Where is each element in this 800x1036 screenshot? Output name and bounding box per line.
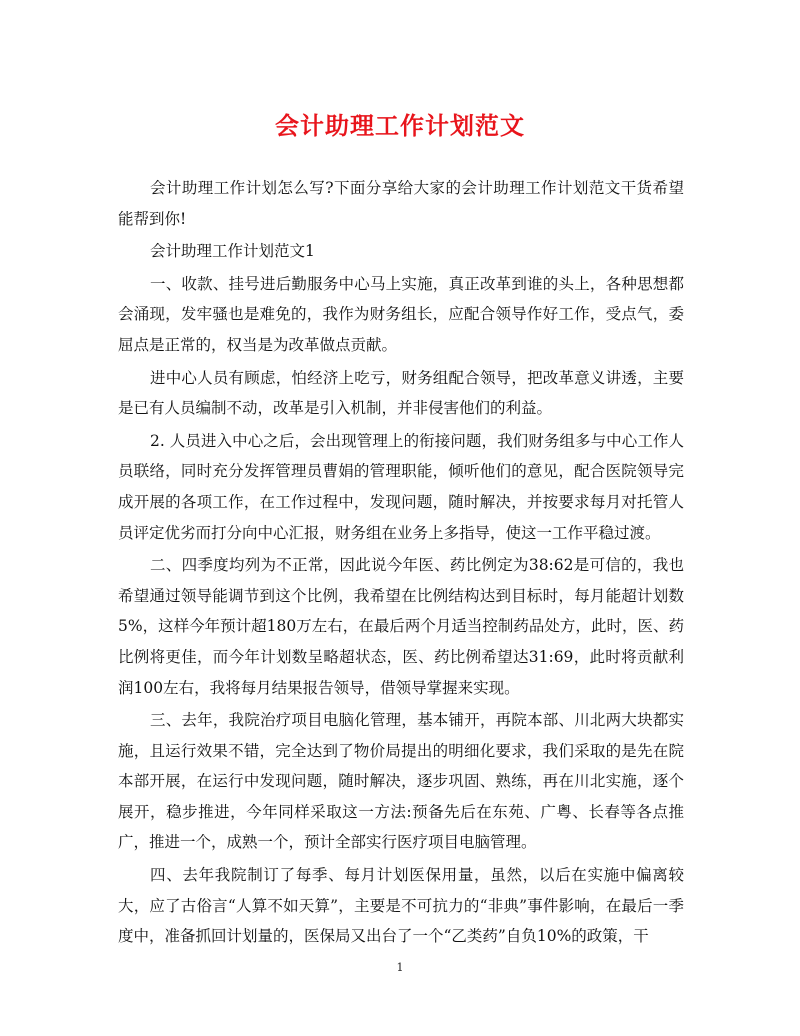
document-title: 会计助理工作计划范文 <box>275 111 525 140</box>
body-paragraph: 进中心人员有顾虑，怕经济上吃亏，财务组配合领导，把改革意义讲透，主要是已有人员编制不动，改革是引入机制，并非侵害他们的利益。 <box>118 368 684 418</box>
document-body <box>118 173 684 954</box>
section-heading: 会计助理工作计划范文1 <box>150 242 315 261</box>
body-paragraph: 二、四季度均列为不正常，因此说今年医、药比例定为38:62是可信的，我也希望通过领导能调节到这个比例，我希望在比例结构达到目标时，每月能超计划数5%，这样今年预计超180万左右，在最后两个月适当控制药品处方，此时，医、药比例将更佳，而今年计划数呈略超状态，医、药比例希望达31:69，此时将贡献利润100左右，我将每月结果报告领导，借领导掌握来实现。 <box>118 556 684 697</box>
body-paragraph: 2. 人员进入中心之后，会出现管理上的衔接问题，我们财务组多与中心工作人员联络，同时充分发挥管理员曹娟的管理职能，倾听他们的意见，配合医院领导完成开展的各项工作，在工作过程中，发现问题，随时解决，并按要求每月对托管人员评定优劣而打分向中心汇报，财务组在业务上多指导，使这一工作平稳过渡。 <box>118 431 684 542</box>
page-number: 1 <box>396 961 404 974</box>
body-paragraph: 一、收款、挂号进后勤服务中心马上实施，真正改革到谁的头上，各种思想都会涌现，发牢骚也是难免的，我作为财务组长，应配合领导作好工作，受点气，委屈点是正常的，权当是为改革做点贡献。 <box>118 274 684 354</box>
intro-paragraph: 会计助理工作计划怎么写?下面分享给大家的会计助理工作计划范文干货希望能帮到你! <box>118 179 684 228</box>
body-paragraph: 四、去年我院制订了每季、每月计划医保用量，虽然，以后在实施中偏离较大，应了古俗言“人算不如天算”，主要是不可抗力的“非典”事件影响，在最后一季度中，准备抓回计划量的，医保局又出台了一个“乙类药”自负10%的政策，干 <box>118 866 684 946</box>
body-paragraph: 三、去年，我院治疗项目电脑化管理，基本铺开，再院本部、川北两大块都实施，且运行效果不错，完全达到了物价局提出的明细化要求，我们采取的是先在院本部开展，在运行中发现问题，随时解决，逐步巩固、熟练，再在川北实施，逐个展开，稳步推进，今年同样采取这一方法:预备先后在东苑、广粤、长春等各点推广，推进一个，成熟一个，预计全部实行医疗项目电脑管理。 <box>118 711 684 852</box>
